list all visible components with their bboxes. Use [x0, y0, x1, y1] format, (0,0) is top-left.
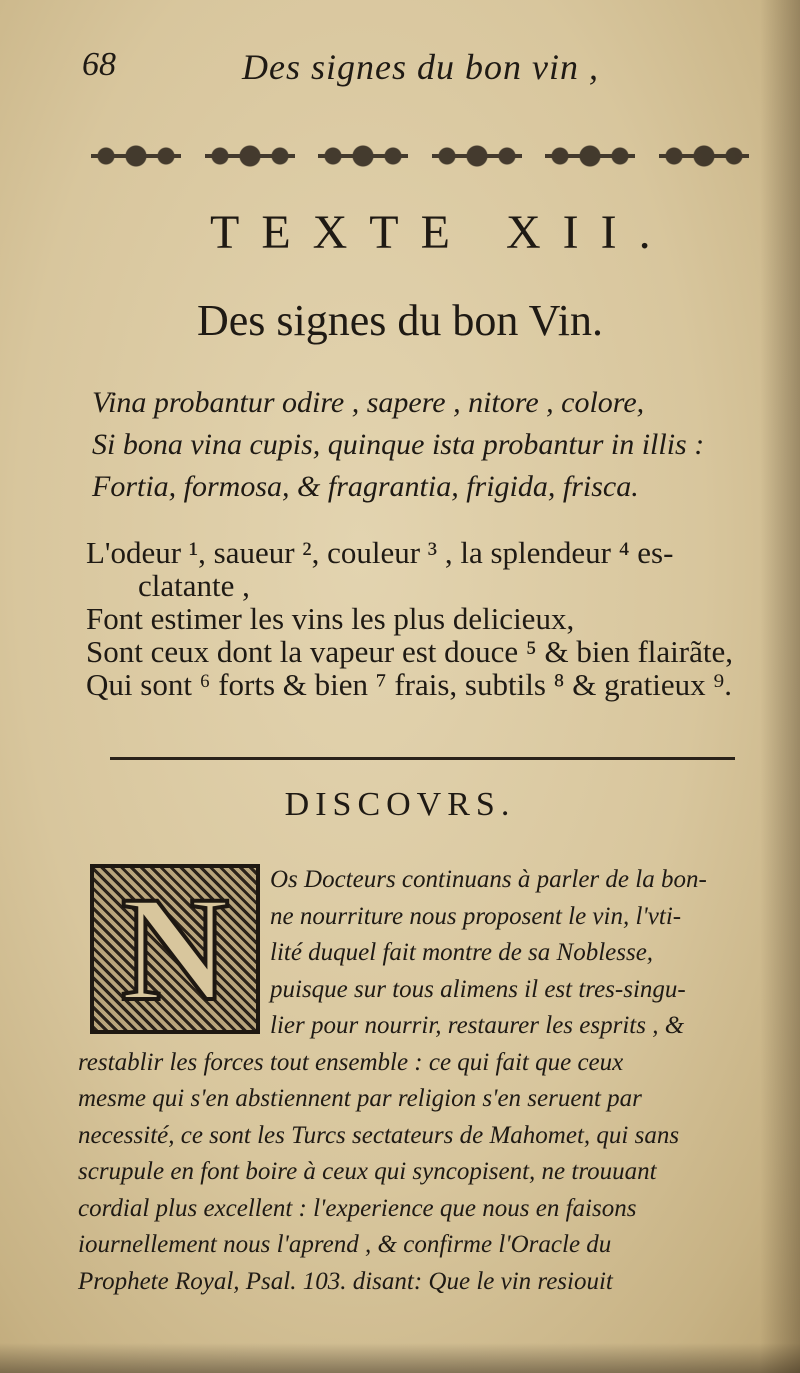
page-number: 68	[82, 46, 116, 83]
section-title: Des signes du bon Vin.	[197, 296, 603, 345]
page-header	[82, 46, 742, 96]
french-verse-line: clatante ,	[138, 568, 250, 603]
body-line: iournellement nous l'aprend , & confirme l'Oracle du	[78, 1231, 612, 1258]
latin-verse-line: Fortia, formosa, & fragrantia, frigida, frisca.	[92, 470, 639, 503]
french-verse-line: Qui sont ⁶ forts & bien ⁷ frais, subtils ⁸ & gratieux ⁹.	[86, 667, 732, 702]
latin-verses	[92, 382, 762, 508]
french-verse-line: L'odeur ¹, saueur ², couleur ³ , la splendeur ⁴ es-	[86, 535, 674, 570]
body-line: puisque sur tous alimens il est tres-singu-	[270, 975, 686, 1003]
ornament-icon	[654, 139, 754, 173]
running-head: Des signes du bon vin ,	[242, 47, 599, 87]
body-line: cordial plus excellent : l'experience que nous en faisons	[78, 1194, 637, 1222]
french-verse-line: Font estimer les vins les plus delicieux,	[86, 601, 575, 636]
latin-verse-line: Vina probantur odire , sapere , nitore , colore,	[92, 386, 645, 419]
body-line: Prophete Royal, Psal. 103. disant: Que le vin resiouit	[78, 1267, 613, 1295]
texte-title: TEXTE XII.	[210, 206, 673, 259]
ornamental-band	[86, 135, 754, 177]
body-line: mesme qui s'en abstiennent par religion s'en seruent par	[78, 1085, 642, 1112]
body-line: scrupule en font boire à ceux qui syncopisent, ne trouuant	[78, 1158, 657, 1185]
body-line: lier pour nourrir, restaurer les esprits , &	[270, 1012, 685, 1039]
body-line: Os Docteurs continuans à parler de la bon-	[270, 866, 707, 893]
ornament-icon	[313, 139, 413, 173]
body-line: lité duquel fait montre de sa Noblesse,	[270, 939, 654, 966]
ornament-icon	[200, 139, 300, 173]
body-line: ne nourriture nous proposent le vin, l'vti-	[270, 902, 682, 930]
dropcap-letter: N	[120, 866, 230, 1032]
body-line: restablir les forces tout ensemble : ce qui fait que ceux	[78, 1048, 624, 1076]
body-line: necessité, ce sont les Turcs sectateurs de Mahomet, qui sans	[78, 1121, 680, 1149]
latin-verse-line: Si bona vina cupis, quinque ista probantur in illis :	[92, 428, 705, 461]
discours-title: DISCOVRS.	[284, 786, 516, 823]
ornament-icon	[86, 139, 186, 173]
page-bottom-shadow	[0, 1343, 800, 1373]
french-verse-line: Sont ceux dont la vapeur est douce ⁵ & bien flairãte,	[86, 634, 733, 669]
french-verses	[86, 536, 766, 701]
ornament-icon	[540, 139, 640, 173]
discours-body	[78, 862, 768, 1300]
ornament-icon	[427, 139, 527, 173]
horizontal-rule	[110, 757, 735, 760]
